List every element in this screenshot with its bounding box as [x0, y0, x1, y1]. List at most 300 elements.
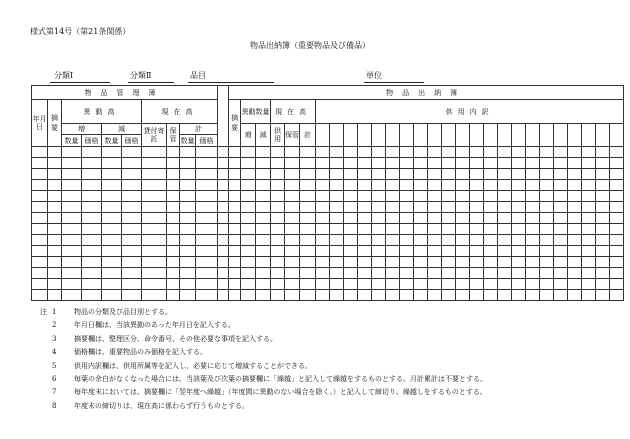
- entry-cell[interactable]: [330, 224, 344, 235]
- entry-cell[interactable]: [102, 180, 122, 191]
- entry-cell[interactable]: [196, 246, 218, 257]
- entry-cell[interactable]: [241, 279, 256, 290]
- entry-cell[interactable]: [512, 224, 526, 235]
- entry-cell[interactable]: [470, 191, 484, 202]
- entry-cell[interactable]: [358, 235, 372, 246]
- entry-cell[interactable]: [428, 290, 442, 301]
- entry-cell[interactable]: [180, 279, 196, 290]
- entry-cell[interactable]: [428, 202, 442, 213]
- entry-cell[interactable]: [82, 257, 102, 268]
- entry-cell[interactable]: [582, 180, 596, 191]
- entry-cell[interactable]: [568, 158, 582, 169]
- entry-cell[interactable]: [180, 191, 196, 202]
- entry-cell[interactable]: [241, 180, 256, 191]
- entry-cell[interactable]: [32, 213, 48, 224]
- entry-cell[interactable]: [484, 246, 498, 257]
- entry-cell[interactable]: [344, 213, 358, 224]
- entry-cell[interactable]: [596, 213, 610, 224]
- entry-cell[interactable]: [300, 147, 316, 158]
- entry-cell[interactable]: [102, 158, 122, 169]
- entry-cell[interactable]: [386, 246, 400, 257]
- entry-cell[interactable]: [484, 147, 498, 158]
- entry-cell[interactable]: [540, 147, 554, 158]
- entry-cell[interactable]: [344, 158, 358, 169]
- entry-cell[interactable]: [122, 268, 142, 279]
- entry-cell[interactable]: [428, 180, 442, 191]
- entry-cell[interactable]: [596, 279, 610, 290]
- entry-cell[interactable]: [285, 246, 300, 257]
- entry-cell[interactable]: [32, 257, 48, 268]
- entry-cell[interactable]: [442, 202, 456, 213]
- entry-cell[interactable]: [442, 180, 456, 191]
- entry-cell[interactable]: [442, 246, 456, 257]
- entry-cell[interactable]: [316, 180, 330, 191]
- entry-cell[interactable]: [285, 147, 300, 158]
- entry-cell[interactable]: [142, 246, 167, 257]
- class1-blank[interactable]: [50, 82, 110, 83]
- entry-cell[interactable]: [316, 213, 330, 224]
- entry-cell[interactable]: [48, 257, 62, 268]
- entry-cell[interactable]: [400, 147, 414, 158]
- entry-cell[interactable]: [526, 290, 540, 301]
- entry-cell[interactable]: [414, 202, 428, 213]
- entry-cell[interactable]: [414, 257, 428, 268]
- entry-cell[interactable]: [610, 158, 624, 169]
- entry-cell[interactable]: [568, 169, 582, 180]
- entry-cell[interactable]: [48, 224, 62, 235]
- entry-cell[interactable]: [358, 268, 372, 279]
- entry-cell[interactable]: [540, 191, 554, 202]
- entry-cell[interactable]: [285, 169, 300, 180]
- entry-cell[interactable]: [32, 147, 48, 158]
- entry-cell[interactable]: [582, 290, 596, 301]
- entry-cell[interactable]: [372, 224, 386, 235]
- entry-cell[interactable]: [344, 224, 358, 235]
- entry-cell[interactable]: [428, 246, 442, 257]
- entry-cell[interactable]: [180, 235, 196, 246]
- entry-cell[interactable]: [32, 224, 48, 235]
- entry-cell[interactable]: [62, 147, 82, 158]
- entry-cell[interactable]: [596, 246, 610, 257]
- entry-cell[interactable]: [526, 279, 540, 290]
- entry-cell[interactable]: [554, 191, 568, 202]
- entry-cell[interactable]: [414, 158, 428, 169]
- entry-cell[interactable]: [470, 279, 484, 290]
- entry-cell[interactable]: [316, 158, 330, 169]
- entry-cell[interactable]: [167, 191, 180, 202]
- entry-cell[interactable]: [32, 169, 48, 180]
- entry-cell[interactable]: [512, 246, 526, 257]
- entry-cell[interactable]: [271, 257, 285, 268]
- entry-cell[interactable]: [526, 180, 540, 191]
- entry-cell[interactable]: [568, 290, 582, 301]
- entry-cell[interactable]: [610, 279, 624, 290]
- entry-cell[interactable]: [512, 290, 526, 301]
- entry-cell[interactable]: [196, 213, 218, 224]
- entry-cell[interactable]: [122, 279, 142, 290]
- entry-cell[interactable]: [498, 290, 512, 301]
- entry-cell[interactable]: [180, 202, 196, 213]
- entry-cell[interactable]: [568, 213, 582, 224]
- entry-cell[interactable]: [300, 235, 316, 246]
- entry-cell[interactable]: [610, 268, 624, 279]
- entry-cell[interactable]: [372, 279, 386, 290]
- entry-cell[interactable]: [540, 213, 554, 224]
- entry-cell[interactable]: [442, 213, 456, 224]
- entry-cell[interactable]: [256, 180, 271, 191]
- entry-cell[interactable]: [62, 213, 82, 224]
- entry-cell[interactable]: [358, 169, 372, 180]
- entry-cell[interactable]: [256, 279, 271, 290]
- entry-cell[interactable]: [386, 257, 400, 268]
- entry-cell[interactable]: [330, 257, 344, 268]
- entry-cell[interactable]: [498, 268, 512, 279]
- entry-cell[interactable]: [582, 169, 596, 180]
- entry-cell[interactable]: [470, 158, 484, 169]
- entry-cell[interactable]: [386, 268, 400, 279]
- entry-cell[interactable]: [316, 268, 330, 279]
- entry-cell[interactable]: [300, 279, 316, 290]
- entry-cell[interactable]: [526, 257, 540, 268]
- entry-cell[interactable]: [196, 169, 218, 180]
- entry-cell[interactable]: [400, 279, 414, 290]
- entry-cell[interactable]: [229, 202, 241, 213]
- entry-cell[interactable]: [540, 169, 554, 180]
- entry-cell[interactable]: [498, 158, 512, 169]
- entry-cell[interactable]: [540, 268, 554, 279]
- entry-cell[interactable]: [180, 268, 196, 279]
- entry-cell[interactable]: [456, 169, 470, 180]
- entry-cell[interactable]: [512, 257, 526, 268]
- entry-cell[interactable]: [582, 202, 596, 213]
- entry-cell[interactable]: [372, 213, 386, 224]
- entry-cell[interactable]: [470, 169, 484, 180]
- entry-cell[interactable]: [484, 279, 498, 290]
- entry-cell[interactable]: [386, 224, 400, 235]
- entry-cell[interactable]: [167, 279, 180, 290]
- entry-cell[interactable]: [358, 257, 372, 268]
- entry-cell[interactable]: [386, 202, 400, 213]
- entry-cell[interactable]: [456, 191, 470, 202]
- entry-cell[interactable]: [386, 213, 400, 224]
- entry-cell[interactable]: [428, 169, 442, 180]
- entry-cell[interactable]: [142, 147, 167, 158]
- entry-cell[interactable]: [400, 213, 414, 224]
- entry-cell[interactable]: [344, 246, 358, 257]
- entry-cell[interactable]: [256, 224, 271, 235]
- entry-cell[interactable]: [167, 246, 180, 257]
- entry-cell[interactable]: [300, 191, 316, 202]
- entry-cell[interactable]: [241, 268, 256, 279]
- entry-cell[interactable]: [142, 180, 167, 191]
- entry-cell[interactable]: [372, 191, 386, 202]
- entry-cell[interactable]: [456, 246, 470, 257]
- entry-cell[interactable]: [554, 169, 568, 180]
- entry-cell[interactable]: [142, 257, 167, 268]
- entry-cell[interactable]: [358, 158, 372, 169]
- entry-cell[interactable]: [122, 290, 142, 301]
- entry-cell[interactable]: [512, 268, 526, 279]
- entry-cell[interactable]: [196, 158, 218, 169]
- entry-cell[interactable]: [62, 158, 82, 169]
- entry-cell[interactable]: [256, 235, 271, 246]
- entry-cell[interactable]: [180, 290, 196, 301]
- entry-cell[interactable]: [428, 213, 442, 224]
- entry-cell[interactable]: [229, 213, 241, 224]
- entry-cell[interactable]: [62, 235, 82, 246]
- entry-cell[interactable]: [344, 268, 358, 279]
- entry-cell[interactable]: [568, 147, 582, 158]
- entry-cell[interactable]: [82, 202, 102, 213]
- entry-cell[interactable]: [344, 180, 358, 191]
- entry-cell[interactable]: [167, 169, 180, 180]
- entry-cell[interactable]: [256, 147, 271, 158]
- entry-cell[interactable]: [526, 147, 540, 158]
- entry-cell[interactable]: [400, 246, 414, 257]
- entry-cell[interactable]: [229, 224, 241, 235]
- entry-cell[interactable]: [554, 158, 568, 169]
- entry-cell[interactable]: [256, 213, 271, 224]
- entry-cell[interactable]: [484, 224, 498, 235]
- entry-cell[interactable]: [568, 257, 582, 268]
- entry-cell[interactable]: [372, 257, 386, 268]
- entry-cell[interactable]: [610, 169, 624, 180]
- entry-cell[interactable]: [48, 180, 62, 191]
- entry-cell[interactable]: [229, 246, 241, 257]
- entry-cell[interactable]: [300, 290, 316, 301]
- entry-cell[interactable]: [122, 257, 142, 268]
- entry-cell[interactable]: [285, 290, 300, 301]
- entry-cell[interactable]: [241, 213, 256, 224]
- entry-cell[interactable]: [241, 158, 256, 169]
- entry-cell[interactable]: [285, 224, 300, 235]
- entry-cell[interactable]: [470, 180, 484, 191]
- entry-cell[interactable]: [62, 180, 82, 191]
- entry-cell[interactable]: [498, 147, 512, 158]
- entry-cell[interactable]: [285, 257, 300, 268]
- entry-cell[interactable]: [196, 257, 218, 268]
- entry-cell[interactable]: [400, 290, 414, 301]
- entry-cell[interactable]: [316, 257, 330, 268]
- entry-cell[interactable]: [344, 147, 358, 158]
- entry-cell[interactable]: [386, 158, 400, 169]
- entry-cell[interactable]: [582, 147, 596, 158]
- entry-cell[interactable]: [344, 191, 358, 202]
- entry-cell[interactable]: [32, 268, 48, 279]
- entry-cell[interactable]: [142, 158, 167, 169]
- entry-cell[interactable]: [102, 246, 122, 257]
- entry-cell[interactable]: [414, 191, 428, 202]
- entry-cell[interactable]: [428, 191, 442, 202]
- entry-cell[interactable]: [300, 213, 316, 224]
- entry-cell[interactable]: [470, 290, 484, 301]
- entry-cell[interactable]: [167, 202, 180, 213]
- entry-cell[interactable]: [386, 191, 400, 202]
- entry-cell[interactable]: [610, 224, 624, 235]
- entry-cell[interactable]: [229, 290, 241, 301]
- entry-cell[interactable]: [386, 235, 400, 246]
- entry-cell[interactable]: [526, 268, 540, 279]
- entry-cell[interactable]: [358, 224, 372, 235]
- entry-cell[interactable]: [32, 158, 48, 169]
- entry-cell[interactable]: [229, 235, 241, 246]
- entry-cell[interactable]: [428, 147, 442, 158]
- entry-cell[interactable]: [540, 224, 554, 235]
- entry-cell[interactable]: [498, 279, 512, 290]
- entry-cell[interactable]: [271, 147, 285, 158]
- entry-cell[interactable]: [229, 279, 241, 290]
- entry-cell[interactable]: [540, 279, 554, 290]
- entry-cell[interactable]: [344, 202, 358, 213]
- entry-cell[interactable]: [167, 224, 180, 235]
- entry-cell[interactable]: [330, 169, 344, 180]
- entry-cell[interactable]: [122, 246, 142, 257]
- entry-cell[interactable]: [62, 191, 82, 202]
- entry-cell[interactable]: [596, 169, 610, 180]
- entry-cell[interactable]: [540, 257, 554, 268]
- entry-cell[interactable]: [196, 191, 218, 202]
- entry-cell[interactable]: [48, 290, 62, 301]
- entry-cell[interactable]: [428, 257, 442, 268]
- entry-cell[interactable]: [414, 147, 428, 158]
- entry-cell[interactable]: [470, 246, 484, 257]
- entry-cell[interactable]: [167, 158, 180, 169]
- entry-cell[interactable]: [316, 191, 330, 202]
- entry-cell[interactable]: [102, 191, 122, 202]
- entry-cell[interactable]: [167, 235, 180, 246]
- entry-cell[interactable]: [167, 180, 180, 191]
- entry-cell[interactable]: [372, 268, 386, 279]
- entry-cell[interactable]: [167, 147, 180, 158]
- entry-cell[interactable]: [428, 279, 442, 290]
- entry-cell[interactable]: [526, 202, 540, 213]
- entry-cell[interactable]: [428, 158, 442, 169]
- entry-cell[interactable]: [271, 169, 285, 180]
- entry-cell[interactable]: [372, 202, 386, 213]
- entry-cell[interactable]: [526, 191, 540, 202]
- entry-cell[interactable]: [300, 202, 316, 213]
- entry-cell[interactable]: [62, 202, 82, 213]
- entry-cell[interactable]: [484, 202, 498, 213]
- entry-cell[interactable]: [512, 235, 526, 246]
- entry-cell[interactable]: [344, 169, 358, 180]
- entry-cell[interactable]: [358, 147, 372, 158]
- entry-cell[interactable]: [512, 279, 526, 290]
- entry-cell[interactable]: [256, 202, 271, 213]
- item-blank[interactable]: [188, 82, 274, 83]
- class2-blank[interactable]: [128, 82, 174, 83]
- entry-cell[interactable]: [400, 158, 414, 169]
- entry-cell[interactable]: [48, 158, 62, 169]
- entry-cell[interactable]: [122, 169, 142, 180]
- entry-cell[interactable]: [400, 224, 414, 235]
- entry-cell[interactable]: [610, 213, 624, 224]
- entry-cell[interactable]: [498, 224, 512, 235]
- entry-cell[interactable]: [358, 191, 372, 202]
- entry-cell[interactable]: [470, 213, 484, 224]
- entry-cell[interactable]: [372, 290, 386, 301]
- entry-cell[interactable]: [554, 246, 568, 257]
- entry-cell[interactable]: [414, 246, 428, 257]
- entry-cell[interactable]: [610, 147, 624, 158]
- entry-cell[interactable]: [442, 158, 456, 169]
- entry-cell[interactable]: [82, 180, 102, 191]
- entry-cell[interactable]: [358, 180, 372, 191]
- entry-cell[interactable]: [62, 279, 82, 290]
- entry-cell[interactable]: [414, 213, 428, 224]
- entry-cell[interactable]: [596, 202, 610, 213]
- entry-cell[interactable]: [180, 213, 196, 224]
- entry-cell[interactable]: [82, 224, 102, 235]
- entry-cell[interactable]: [596, 290, 610, 301]
- entry-cell[interactable]: [316, 279, 330, 290]
- entry-cell[interactable]: [196, 180, 218, 191]
- entry-cell[interactable]: [300, 169, 316, 180]
- entry-cell[interactable]: [256, 268, 271, 279]
- entry-cell[interactable]: [285, 279, 300, 290]
- entry-cell[interactable]: [241, 169, 256, 180]
- entry-cell[interactable]: [414, 268, 428, 279]
- entry-cell[interactable]: [48, 246, 62, 257]
- entry-cell[interactable]: [400, 202, 414, 213]
- entry-cell[interactable]: [540, 202, 554, 213]
- entry-cell[interactable]: [102, 290, 122, 301]
- entry-cell[interactable]: [470, 202, 484, 213]
- entry-cell[interactable]: [582, 279, 596, 290]
- entry-cell[interactable]: [540, 246, 554, 257]
- entry-cell[interactable]: [414, 169, 428, 180]
- entry-cell[interactable]: [122, 202, 142, 213]
- entry-cell[interactable]: [582, 191, 596, 202]
- entry-cell[interactable]: [62, 257, 82, 268]
- entry-cell[interactable]: [568, 202, 582, 213]
- entry-cell[interactable]: [316, 290, 330, 301]
- entry-cell[interactable]: [82, 158, 102, 169]
- entry-cell[interactable]: [180, 147, 196, 158]
- entry-cell[interactable]: [400, 235, 414, 246]
- entry-cell[interactable]: [316, 147, 330, 158]
- entry-cell[interactable]: [285, 213, 300, 224]
- entry-cell[interactable]: [610, 290, 624, 301]
- entry-cell[interactable]: [582, 246, 596, 257]
- entry-cell[interactable]: [271, 158, 285, 169]
- entry-cell[interactable]: [582, 158, 596, 169]
- entry-cell[interactable]: [554, 257, 568, 268]
- entry-cell[interactable]: [512, 180, 526, 191]
- entry-cell[interactable]: [82, 268, 102, 279]
- entry-cell[interactable]: [358, 246, 372, 257]
- entry-cell[interactable]: [300, 257, 316, 268]
- entry-cell[interactable]: [102, 279, 122, 290]
- entry-cell[interactable]: [344, 279, 358, 290]
- entry-cell[interactable]: [400, 191, 414, 202]
- entry-cell[interactable]: [285, 235, 300, 246]
- entry-cell[interactable]: [610, 180, 624, 191]
- entry-cell[interactable]: [344, 257, 358, 268]
- entry-cell[interactable]: [596, 158, 610, 169]
- entry-cell[interactable]: [196, 290, 218, 301]
- entry-cell[interactable]: [271, 268, 285, 279]
- entry-cell[interactable]: [372, 246, 386, 257]
- entry-cell[interactable]: [554, 147, 568, 158]
- entry-cell[interactable]: [596, 257, 610, 268]
- entry-cell[interactable]: [256, 257, 271, 268]
- entry-cell[interactable]: [386, 147, 400, 158]
- entry-cell[interactable]: [285, 191, 300, 202]
- entry-cell[interactable]: [372, 147, 386, 158]
- entry-cell[interactable]: [32, 202, 48, 213]
- entry-cell[interactable]: [554, 290, 568, 301]
